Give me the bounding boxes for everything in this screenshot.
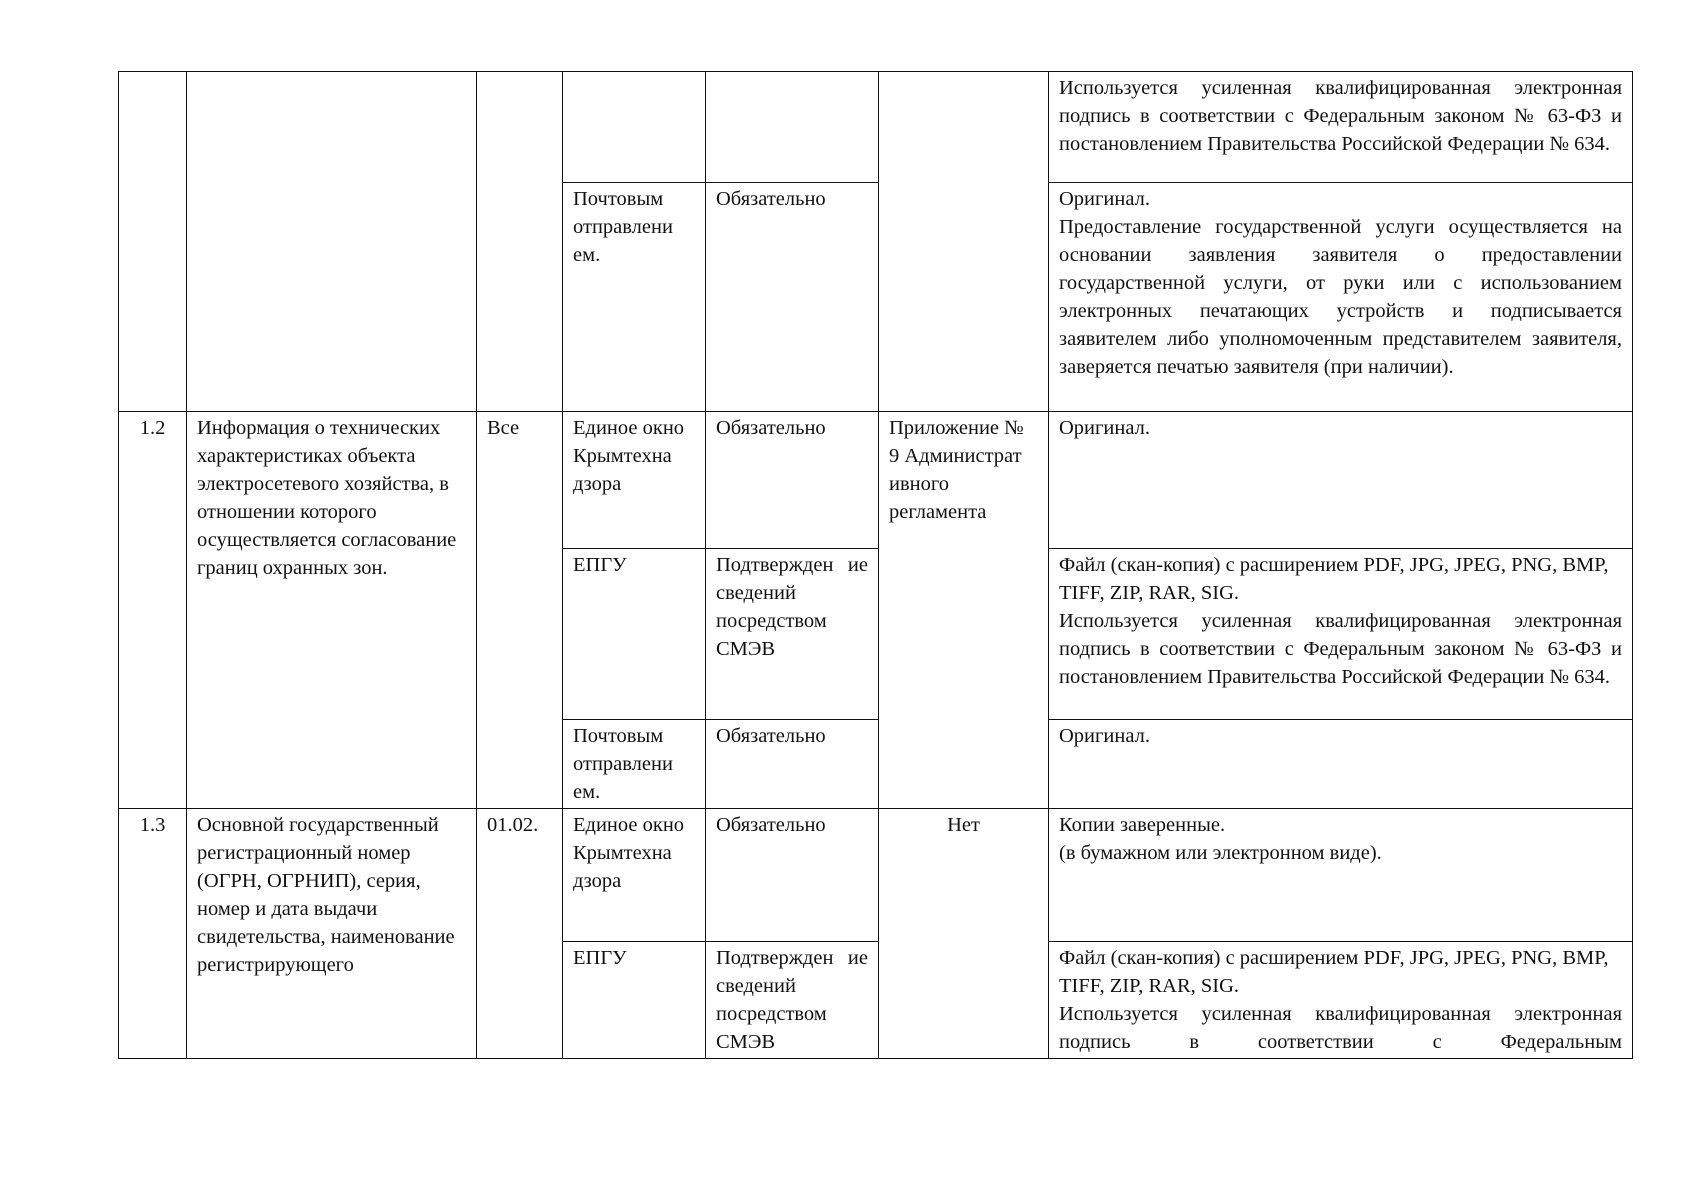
cell-remark: [1049, 809, 1633, 942]
cell-channel: Единое окно Крымтехна дзора: [563, 412, 706, 549]
cell-mode: Подтвержден ие сведений посредством СМЭВ: [706, 549, 879, 720]
cell-channel: Почтовым отправлени ем.: [563, 720, 706, 809]
cell-channel: Единое окно Крымтехна дзора: [563, 809, 706, 942]
cell-name-empty: [187, 72, 477, 412]
remark-signature: Используется усиленная квалифицированная электронная подпись в соответствии с Федеральным законом № 63-ФЗ и постановлением Правительства Российской Федерации № 634.: [1059, 610, 1622, 688]
cell-mode: Обязательно: [706, 720, 879, 809]
cell-reference: Нет: [879, 809, 1049, 1059]
cell-channel: ЕПГУ: [563, 942, 706, 1059]
cell-num-empty: [119, 72, 187, 412]
remark-original: Оригинал.: [1059, 188, 1151, 210]
remark-copies: Копии заверенные.: [1059, 814, 1226, 836]
cell-channel: ЕПГУ: [563, 549, 706, 720]
cell-category: Все: [477, 412, 563, 809]
cell-remark: [1049, 942, 1633, 1059]
requirements-table: [118, 71, 1633, 1059]
cell-category-empty: [477, 72, 563, 412]
cell-mode: Обязательно: [706, 412, 879, 549]
cell-remark-signature: Используется усиленная квалифицированная электронная подпись в соответствии с Федеральным законом № 63-ФЗ и постановлением Правительства Российской Федерации № 634.: [1049, 72, 1633, 183]
cell-mode: Обязательно: [706, 809, 879, 942]
remark-file-formats: Файл (скан-копия) с расширением PDF, JPG, JPEG, PNG, BMP, TIFF, ZIP, RAR, SIG.: [1059, 947, 1609, 997]
cell-name: Основной государственный регистрационный номер (ОГРН, ОГРНИП), серия, номер и дата выдачи свидетельства, наименование регистрирующего: [187, 809, 477, 1059]
cell-remark: [1049, 549, 1633, 720]
cell-name: Информация о технических характеристиках объекта электросетевого хозяйства, в отношении которого осуществляется согласование границ охранных зон.: [187, 412, 477, 809]
remark-signature: Используется усиленная квалифицированная электронная подпись в соответствии с Федеральным: [1059, 1003, 1622, 1053]
cell-remark: Оригинал.: [1049, 412, 1633, 549]
remark-form: (в бумажном или электронном виде).: [1059, 842, 1382, 864]
cell-channel-post: Почтовым отправлени ем.: [563, 183, 706, 412]
table-row-continuation: [119, 72, 1633, 183]
cell-num: 1.3: [119, 809, 187, 1059]
cell-remark-post: [1049, 183, 1633, 412]
cell-category: 01.02.: [477, 809, 563, 1059]
table-row-1-2: [119, 412, 1633, 549]
cell-mode: Подтвержден ие сведений посредством СМЭВ: [706, 942, 879, 1059]
cell-reference: Приложение № 9 Администрат ивного регламента: [879, 412, 1049, 809]
cell-reference-empty: [879, 72, 1049, 412]
cell-mode-empty: [706, 72, 879, 183]
cell-mode-post: Обязательно: [706, 183, 879, 412]
table-row-1-3: [119, 809, 1633, 942]
remark-file-formats: Файл (скан-копия) с расширением PDF, JPG, JPEG, PNG, BMP, TIFF, ZIP, RAR, SIG.: [1059, 554, 1609, 604]
cell-num: 1.2: [119, 412, 187, 809]
remark-application: Предоставление государственной услуги осуществляется на основании заявления заявителя о предоставлении государственной услуги, от руки или с использованием электронных печатающих устройств и подписывается заявителем либо уполномоченным представителем заявителя, заверяется печатью заявителя (при наличии).: [1059, 216, 1622, 378]
cell-channel-empty: [563, 72, 706, 183]
cell-remark: Оригинал.: [1049, 720, 1633, 809]
